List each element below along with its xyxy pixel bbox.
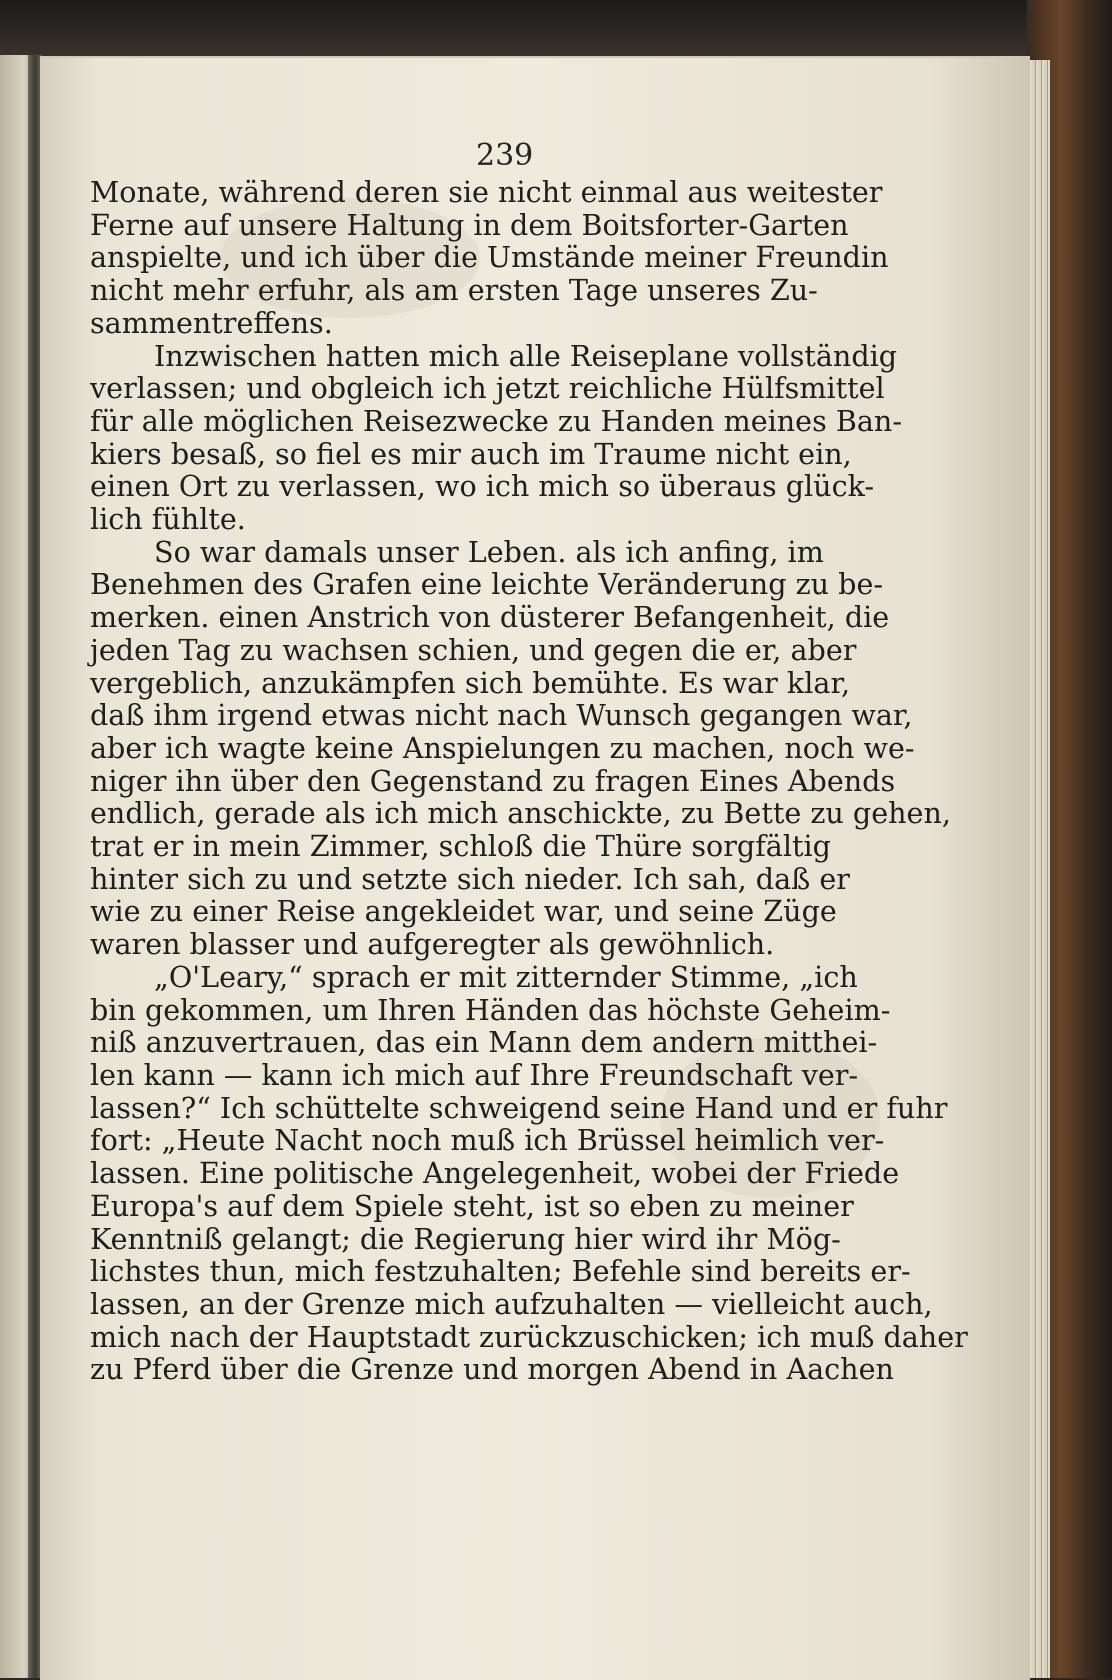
text-line: waren blasser und aufgeregter als gewöhnlich. [90,927,775,962]
text-line: lichstes thun, mich festzuhalten; Befehle sind bereits er- [90,1254,911,1289]
text-line: lassen, an der Grenze mich aufzuhalten — vielleicht auch, [90,1286,933,1321]
text-line: lassen?“ Ich schüttelte schweigend seine Hand und er fuhr [90,1090,948,1125]
text-line: anspielte, und ich über die Umstände meiner Freundin [90,240,889,275]
text-line: verlassen; und obgleich ich jetzt reichliche Hülfsmittel [90,371,885,406]
text-line: Ferne auf unsere Haltung in dem Boitsforter-Garten [90,207,849,242]
text-line: Benehmen des Grafen eine leichte Veränderung zu be- [90,567,884,602]
page-number: 239 [476,138,534,173]
text-line: daß ihm irgend etwas nicht nach Wunsch gegangen war, [90,698,913,733]
text-line: bin gekommen, um Ihren Händen das höchste Geheim- [90,992,891,1027]
text-line: sammentreffens. [90,305,333,340]
text-line: niger ihn über den Gegenstand zu fragen Eines Abends [90,763,896,798]
text-line: jeden Tag zu wachsen schien, und gegen die er, aber [90,632,857,667]
text-line: nicht mehr erfuhr, als am ersten Tage unseres Zu- [90,273,818,308]
text-line: trat er in mein Zimmer, schloß die Thüre sorgfältig [90,829,831,864]
text-line: vergeblich, anzukämpfen sich bemühte. Es war klar, [90,665,851,700]
text-line: hinter sich zu und setzte sich nieder. Ich sah, daß er [90,861,850,896]
text-line: niß anzuvertrauen, das ein Mann dem andern mitthei- [90,1025,878,1060]
text-line: aber ich wagte keine Anspielungen zu machen, noch we- [90,730,915,765]
text-line: So war damals unser Leben. als ich anfing, im [154,534,824,569]
text-line: wie zu einer Reise angekleidet war, und seine Züge [90,894,837,929]
text-line: lassen. Eine politische Angelegenheit, wobei der Friede [90,1156,900,1191]
text-line: kiers besaß, so fiel es mir auch im Traume nicht ein, [90,436,852,471]
text-line: zu Pferd über die Grenze und morgen Abend in Aachen [90,1352,894,1387]
text-line: fort: „Heute Nacht noch muß ich Brüssel heimlich ver- [90,1123,885,1158]
text-line: für alle möglichen Reisezwecke zu Handen meines Ban- [90,403,903,438]
text-line: mich nach der Hauptstadt zurückzuschicken; ich muß daher [90,1319,968,1354]
text-line: len kann — kann ich mich auf Ihre Freundschaft ver- [90,1057,859,1092]
text-line: Kenntniß gelangt; die Regierung hier wird ihr Mög- [90,1221,841,1256]
text-line: Monate, während deren sie nicht einmal aus weitester [90,175,883,209]
text-line: „O'Leary,“ sprach er mit zitternder Stimme, „ich [154,959,858,994]
text-line: Europa's auf dem Spiele steht, ist so eben zu meiner [90,1188,854,1223]
text-line: Inzwischen hatten mich alle Reiseplane vollständig [154,338,898,373]
body-text [90,175,968,1387]
text-line: endlich, gerade als ich mich anschickte, zu Bette zu gehen, [90,796,951,831]
text-line: lich fühlte. [90,502,246,537]
background-top [0,0,1112,60]
text-line: einen Ort zu verlassen, wo ich mich so überaus glück- [90,469,875,504]
text-line: merken. einen Anstrich von düsterer Befangenheit, die [90,600,890,635]
